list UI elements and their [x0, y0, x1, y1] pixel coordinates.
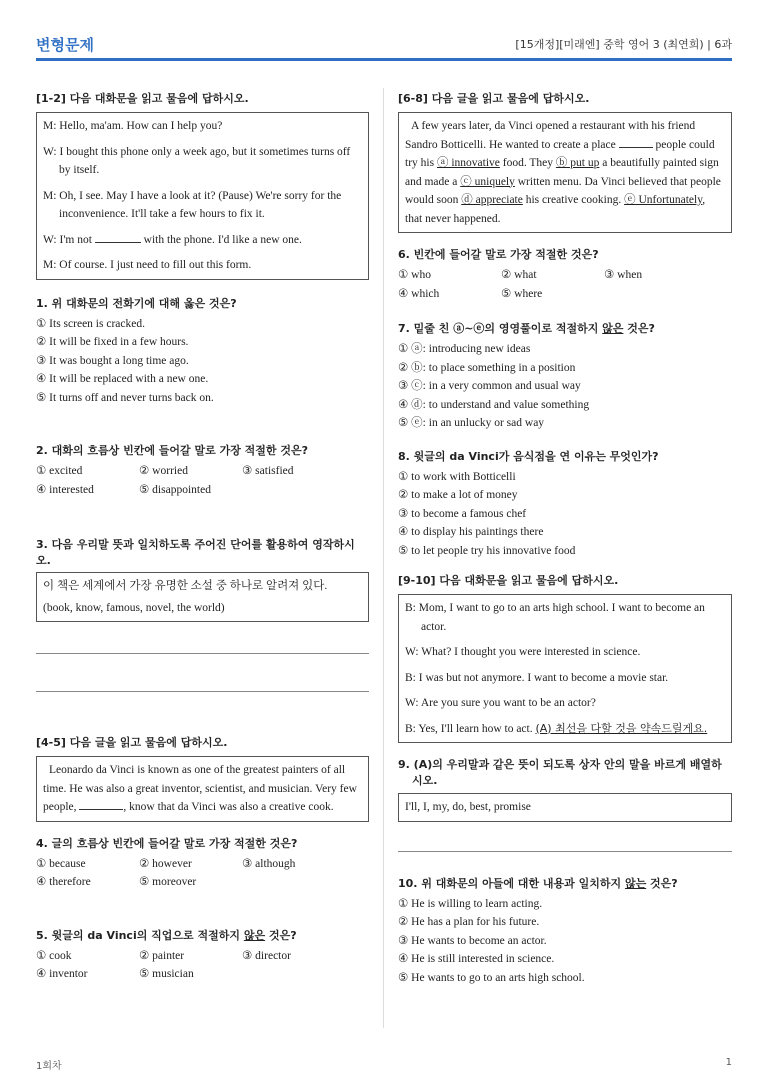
- question-6: 6. 빈칸에 들어갈 말로 가장 적절한 것은?: [398, 248, 599, 261]
- underlined-a: ⓐ innovative: [436, 157, 500, 169]
- passage-box-2: Leonardo da Vinci is known as one of the greatest painters of all time. He was also a great inventor, scientist, and musician. Very few people, , know that da Vinci was also a creative cook.: [36, 756, 369, 822]
- course-info: [15개정][미래엔] 중학 영어 3 (최연희) | 6과: [515, 38, 732, 51]
- option[interactable]: ① Its screen is cracked.: [36, 317, 145, 330]
- option[interactable]: ⑤ disappointed: [139, 483, 211, 496]
- section-heading: [6-8] 다음 글을 읽고 물음에 답하시오.: [398, 92, 590, 105]
- section-heading: [1-2] 다음 대화문을 읽고 물음에 답하시오.: [36, 92, 249, 105]
- options-grid: [36, 855, 369, 892]
- dialog-line: W: I bought this phone only a week ago, but it sometimes turns off by itself.: [43, 145, 351, 176]
- option[interactable]: ① to work with Botticelli: [398, 470, 516, 483]
- option[interactable]: ② He has a plan for his future.: [398, 916, 540, 928]
- option[interactable]: ④ which: [398, 287, 440, 300]
- dialog-box-1: [36, 112, 369, 280]
- option[interactable]: ② however: [139, 857, 192, 870]
- underlined-e: ⓔ Unfortunately: [624, 194, 703, 206]
- option[interactable]: ⑤ It turns off and never turns back on.: [36, 391, 214, 404]
- options-grid: [36, 947, 369, 984]
- dialog-line: B: Yes, I'll learn how to act. (A) 최선을 다할 것을 약속드릴게요.: [405, 721, 708, 735]
- option[interactable]: ③ when: [604, 269, 643, 281]
- section-heading: [9-10] 다음 대화문을 읽고 물음에 답하시오.: [398, 574, 619, 587]
- header-rule: [36, 58, 732, 61]
- dialog-line: W: Are you sure you want to be an actor?: [405, 697, 596, 709]
- section-heading: [4-5] 다음 글을 읽고 물음에 답하시오.: [36, 736, 228, 749]
- dialog-line: B: I was but not anymore. I want to become a movie star.: [405, 671, 669, 684]
- footer-round: 1회차: [36, 1061, 62, 1072]
- dialog-line: B: Mom, I want to go to an arts high school. I want to become an actor.: [405, 602, 705, 633]
- dialog-line: W: What? I thought you were interested in science.: [405, 646, 641, 658]
- option[interactable]: ② ⓑ: to place something in a position: [398, 361, 576, 374]
- korean-prompt: 이 책은 세계에서 가장 유명한 소설 중 하나로 알려져 있다.: [43, 580, 328, 592]
- dialog-line: M: Hello, ma'am. How can I help you?: [43, 120, 223, 132]
- prompt-box: [36, 572, 369, 622]
- option[interactable]: ④ ⓓ: to understand and value something: [398, 398, 590, 411]
- footer-page-number: 1: [725, 1057, 732, 1068]
- options-grid: [36, 462, 369, 499]
- option[interactable]: ① who: [398, 269, 431, 281]
- dialog-line: M: Oh, I see. May I have a look at it? (Pause) We're sorry for the inconvenience. It'll take a few hours to fix it.: [43, 189, 342, 220]
- question-7: 7. 밑줄 친 ⓐ~ⓔ의 영영풀이로 적절하지 않은 것은?: [398, 322, 655, 335]
- option[interactable]: ⑤ to let people try his innovative food: [398, 544, 576, 557]
- dialog-line: W: I'm not with the phone. I'd like a new one.: [43, 233, 302, 246]
- options-grid: [398, 266, 732, 303]
- option[interactable]: ④ therefore: [36, 876, 91, 888]
- question-2: 2. 대화의 흐름상 빈칸에 들어갈 말로 가장 적절한 것은?: [36, 444, 308, 457]
- option[interactable]: ④ It will be replaced with a new one.: [36, 373, 209, 385]
- question-5: 5. 윗글의 da Vinci의 직업으로 적절하지 않은 것은?: [36, 928, 297, 942]
- option[interactable]: ③ He wants to become an actor.: [398, 934, 547, 947]
- underlined-c: ⓒ uniquely: [460, 175, 515, 188]
- option[interactable]: ④ He is still interested in science.: [398, 953, 555, 965]
- question-3: 3. 다음 우리말 뜻과 일치하도록 주어진 단어를 활용하여 영작하시오.: [36, 538, 355, 567]
- option[interactable]: ⑤ musician: [139, 968, 194, 980]
- option[interactable]: ③ It was bought a long time ago.: [36, 354, 189, 367]
- option[interactable]: ④ to display his paintings there: [398, 526, 544, 538]
- option[interactable]: ② painter: [139, 949, 185, 962]
- option[interactable]: ② It will be fixed in a few hours.: [36, 336, 189, 348]
- column-divider: [383, 88, 384, 1028]
- underlined-d: ⓓ appreciate: [461, 194, 523, 206]
- option[interactable]: ④ inventor: [36, 968, 88, 980]
- option[interactable]: ① cook: [36, 949, 72, 962]
- option[interactable]: ③ ⓒ: in a very common and usual way: [398, 380, 581, 392]
- left-column: [36, 90, 369, 984]
- option[interactable]: ③ to become a famous chef: [398, 507, 527, 520]
- option[interactable]: ③ director: [242, 949, 291, 962]
- answer-blank: [95, 232, 141, 243]
- option[interactable]: ③ satisfied: [242, 465, 294, 477]
- option[interactable]: ⑤ ⓔ: in an unlucky or sad way: [398, 417, 545, 429]
- question-4: 4. 글의 흐름상 빈칸에 들어갈 말로 가장 적절한 것은?: [36, 836, 298, 850]
- word-box: I'll, I, my, do, best, promise: [398, 793, 732, 822]
- option[interactable]: ② what: [501, 269, 537, 281]
- right-column: [398, 90, 732, 987]
- option[interactable]: ② to make a lot of money: [398, 489, 518, 501]
- dialog-box-2: [398, 594, 732, 743]
- option[interactable]: ① ⓐ: introducing new ideas: [398, 343, 531, 355]
- word-hints: (book, know, famous, novel, the world): [43, 602, 225, 614]
- question-8: 8. 윗글의 da Vinci가 음식점을 연 이유는 무엇인가?: [398, 449, 659, 463]
- option[interactable]: ④ interested: [36, 483, 94, 496]
- question-9: 9. (A)의 우리말과 같은 뜻이 되도록 상자 안의 말을 바르게 배열하시오.: [398, 758, 722, 787]
- answer-blank: [619, 137, 653, 148]
- option[interactable]: ③ although: [242, 857, 296, 870]
- option[interactable]: ① because: [36, 857, 86, 870]
- page-title: 변형문제: [36, 36, 94, 54]
- question-1: 1. 위 대화문의 전화기에 대해 옳은 것은?: [36, 296, 237, 310]
- option[interactable]: ⑤ He wants to go to an arts high school.: [398, 971, 585, 984]
- underlined-korean: (A) 최선을 다할 것을 약속드릴게요.: [535, 721, 708, 735]
- option[interactable]: ② worried: [139, 465, 188, 477]
- option[interactable]: ① He is willing to learn acting.: [398, 897, 543, 910]
- passage-box-3: A few years later, da Vinci opened a restaurant with his friend Sandro Botticelli. He wanted to create a place people could try his ⓐ innovative food. They ⓑ put up a beautifully painted sign and made a ⓒ uniquely written menu. Da Vinci believed that people would soon ⓓ appreciate his creative cooking. ⓔ Unfortunately, that never happened.: [398, 112, 732, 233]
- option[interactable]: ⑤ where: [501, 287, 543, 300]
- option[interactable]: ⑤ moreover: [139, 876, 197, 888]
- dialog-line: M: Of course. I just need to fill out this form.: [43, 259, 252, 271]
- page-header: [36, 30, 732, 60]
- question-10: 10. 위 대화문의 아들에 대한 내용과 일치하지 않는 것은?: [398, 876, 678, 890]
- answer-blank: [79, 799, 123, 810]
- option[interactable]: ① excited: [36, 465, 83, 477]
- underlined-b: ⓑ put up: [555, 157, 600, 169]
